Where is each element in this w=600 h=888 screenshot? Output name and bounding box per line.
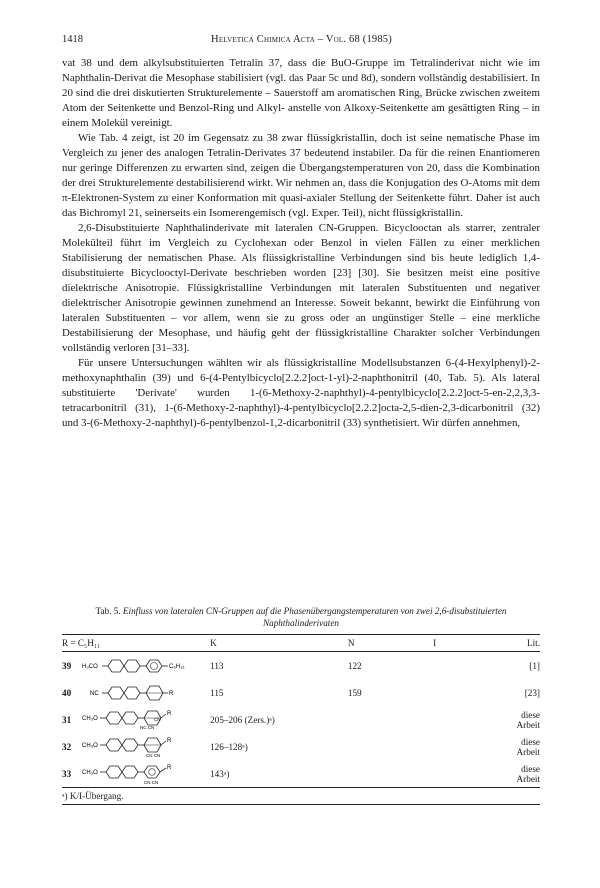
substituent-right: C₆H₁₃ [168, 663, 185, 670]
table-row [62, 679, 540, 706]
cell-lit: [1] [529, 660, 540, 671]
cell-i [433, 679, 516, 706]
cell-k: 126–128ᵃ) [210, 741, 248, 752]
substituent-left: CH₃O [81, 769, 98, 776]
table-row [62, 733, 540, 760]
svg-text:NC CN: NC CN [139, 724, 155, 730]
compound-number: 33 [62, 768, 72, 779]
cell-lit: diese Arbeit [516, 763, 541, 784]
table-block [62, 605, 540, 805]
compound-number: 32 [62, 741, 72, 752]
svg-text:CN CN: CN CN [145, 752, 161, 758]
structure-drawing [82, 681, 202, 703]
transition-table [62, 634, 540, 788]
cell-k: 205–206 (Zers.)ᵃ) [210, 714, 275, 725]
substituent-right: R [166, 710, 172, 717]
paragraph: Wie Tab. 4 zeigt, ist 20 im Gegensatz zu 38 zwar flüssigkristallin, doch ist seine nematische Phase im Vergleich zu jener des analogen Tetralin-Derivates 37 bedeutend instabiler. Da für die reinen Enantiomeren nur geringe Differenzen zu erwarten sind, zeigen die Übergangstemperaturen von 20, dass die Kombination der drei Strukturelemente destabilisierend wirkt. Wir nehmen an, dass die Konjugation des O-Atoms mit dem π-Elektronen-System zu einer Konformation mit quasi-axialer Stellung der Seitenkette führt. Daher ist auch das Bichromyl 21, seinerseits ein Isomerengemisch (vgl. Exper. Teil), nicht flüssigkristallin. [62, 132, 540, 219]
table-caption-label: Tab. 5. [95, 606, 121, 616]
cell-lit: diese Arbeit [516, 709, 541, 730]
svg-text:CN CN: CN CN [143, 779, 159, 785]
header-r: R = C₅H₁₁ [62, 638, 101, 648]
cell-n: 122 [347, 660, 362, 671]
body-text [62, 56, 540, 431]
structure-formula [82, 679, 210, 706]
compound-number: 39 [62, 660, 72, 671]
running-header [62, 34, 540, 56]
structure-formula [82, 760, 210, 788]
cell-k: 113 [210, 660, 224, 671]
cell-n: 159 [347, 687, 362, 698]
cell-lit: [23] [524, 687, 540, 698]
header-k: K [210, 638, 217, 648]
cell-n [348, 706, 433, 733]
header-lit: Lit. [526, 638, 540, 648]
page-number: 1418 [62, 34, 83, 45]
paragraph: vat 38 und dem alkylsubstituierten Tetralin 37, dass die BuO-Gruppe im Tetralinderivat nicht wie im Naphthalin-Derivat die Mesophase stabilisiert (vgl. das Paar 5c und 8d), sondern vollständig destabilisiert. In 20 sind die drei diskutierten Strukturelemente – Sauerstoff am aromatischen Ring, Brücke zwischen zweitem Atom der Seitenkette und Benzol-Ring und Alkyl- anstelle von Alkoxy-Seitenkette am gesättigten Ring – in einem Molekül vereinigt. [62, 57, 540, 129]
structure-drawing [82, 707, 202, 731]
paragraph: Für unsere Untersuchungen wählten wir als flüssigkristalline Modellsubstanzen 6-(4-Hexylphenyl)-2-methoxynaphthalin (39) und 6-(4-Pentylbicyclo[2.2.2]oct-1-yl)-2-naphthonitril (40, Tab. 5). Als lateral substituierte 'Derivate' wurden 1-(6-Methoxy-2-naphthyl)-4-pentylbicyclo[2.2.2]oct-5-en-2,2,3,3-tetracarbonitril (31), 1-(6-Methoxy-2-naphthyl)-4-pentylbicyclo[2.2.2]octa-2,5-dien-2,3-dicarbonitril (32) und 3-(6-Methoxy-2-naphthyl)-6-pentylbenzol-1,2-dicarbonitril (33) synthetisiert. Wir dürfen annehmen, [62, 357, 540, 429]
compound-number: 40 [62, 687, 72, 698]
paragraph: 2,6-Disubstituierte Naphthalinderivate mit lateralen CN-Gruppen. Bicyclooctan als starrer, zentraler Molekülteil führt im Vergleich zu Cyclohexan oder Benzol in vielen Fällen zu einer merklichen Stabilisierung der nematischen Phase. Als flüssigkristalline Verbindungen sind bis heute lediglich 1,4-disubstituierte Bicyclooctyl-Derivate beschrieben worden [23] [30]. Sie besitzen meist eine positive dielektrische Anisotropie. Flüssigkristalline Verbindungen mit lateralen Substituenten und negativer dielektrischer Anisotropie gewinnen zunehmend an Interesse. Soweit bekannt, bewirkt die Einführung von lateralen Substituenten – vor allem, wenn sie zu gross oder an ungünstiger Stelle – eine merkliche Destabilisierung der Mesophase, und häufig geht der flüssigkristalline Charakter solcher Verbindungen vollständig verloren [31–33]. [62, 222, 540, 354]
table-row [62, 652, 540, 680]
cell-n [348, 733, 433, 760]
structure-drawing [82, 734, 202, 758]
structure-formula [82, 706, 210, 733]
cell-i [433, 733, 516, 760]
svg-text:CN: CN [153, 716, 161, 722]
header-i: I [433, 638, 437, 648]
substituent-right: R [166, 764, 172, 771]
structure-drawing [82, 654, 202, 676]
substituent-left: CH₃O [81, 715, 98, 722]
journal-title: Helvetica Chimica Acta – Vol. 68 (1985) [211, 34, 392, 45]
cell-k: 143ᵃ) [210, 768, 230, 779]
cell-lit: diese Arbeit [516, 736, 541, 757]
table-caption [62, 605, 540, 629]
page [62, 34, 540, 431]
structure-drawing [82, 761, 202, 785]
header-n: N [347, 638, 355, 648]
structure-formula [82, 652, 210, 680]
substituent-right: R [168, 690, 174, 697]
compound-number: 31 [62, 714, 72, 725]
cell-k: 115 [210, 687, 224, 698]
table-caption-text: Einfluss von lateralen CN-Gruppen auf die Phasenübergangstemperaturen von zwei 2,6-disubstituierten Naphthalinderivaten [122, 606, 507, 628]
cell-i [433, 760, 516, 788]
cell-i [433, 652, 516, 680]
table-row [62, 760, 540, 788]
table-header-row [62, 635, 540, 652]
table-footnote: ᵃ) K/I-Übergang. [62, 791, 540, 805]
cell-n [348, 760, 433, 788]
substituent-right: R [166, 737, 172, 744]
cell-i [433, 706, 516, 733]
substituent-left: CH₃O [81, 742, 98, 749]
structure-formula [82, 733, 210, 760]
substituent-left: NC [89, 690, 99, 697]
table-row [62, 706, 540, 733]
substituent-left: H₃CO [81, 663, 98, 670]
